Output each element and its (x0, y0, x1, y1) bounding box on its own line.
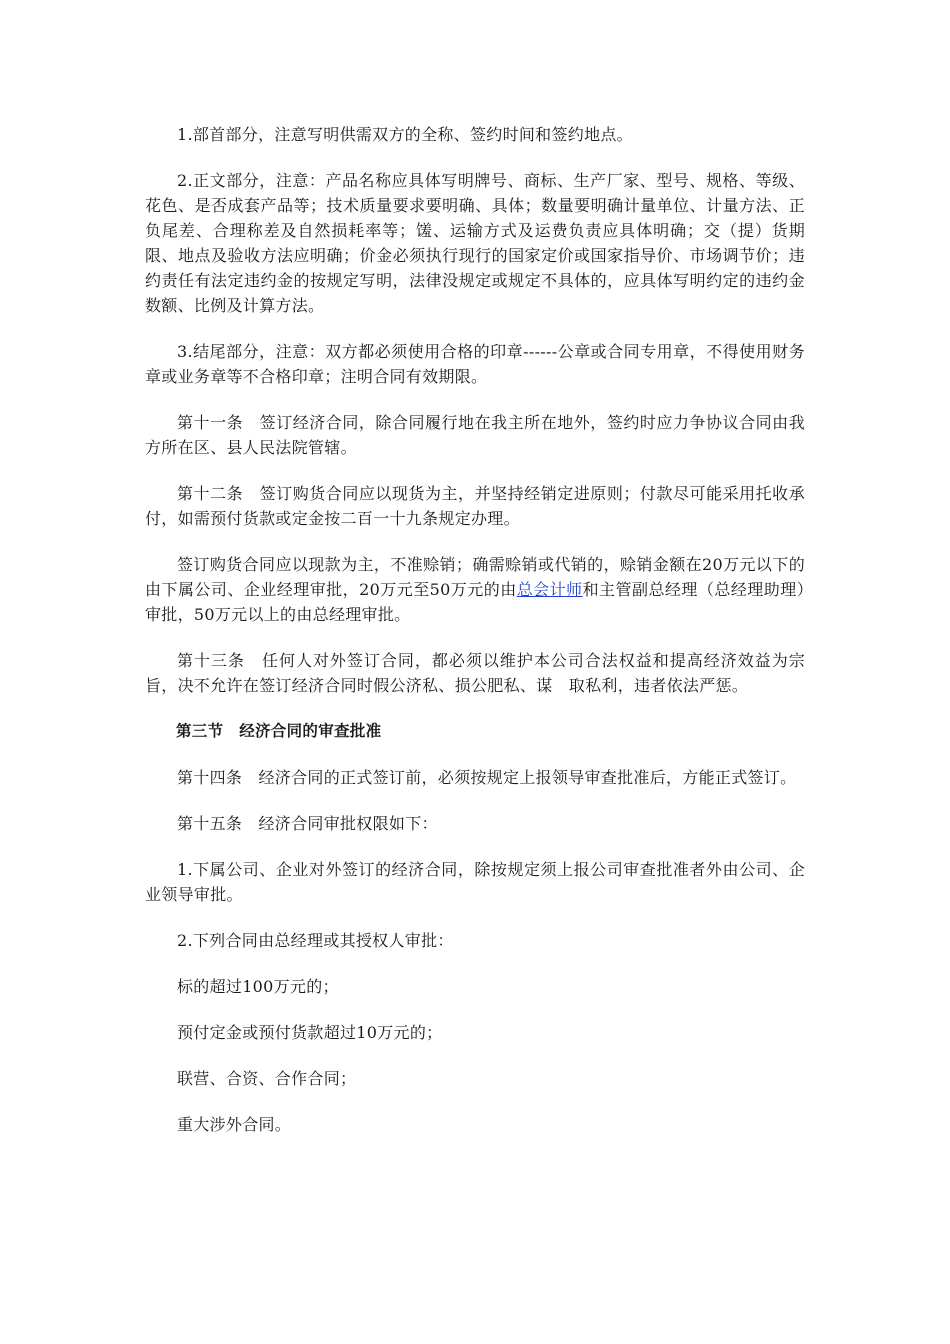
purchase-text-after: 和主管副总经理（总经理助理）审批，50万元以上的由总经理审批。 (145, 580, 806, 624)
paragraph-purchase-contract (145, 552, 805, 627)
purchase-text-before: 签订购货合同应以现款为主，不准赊销；确需赊销或代销的，赊销金额在20万元以下的由下属公司、企业经理审批，20万元至50万元的由 (145, 555, 805, 599)
paragraph-ending-part: 3.结尾部分，注意：双方都必须使用合格的印章------公章或合同专用章，不得使用财务章或业务章等不合格印章；注明合同有效期限。 (145, 342, 805, 386)
article-11: 第十一条 签订经济合同，除合同履行地在我主所在地外，签约时应力争协议合同由我方所在区、县人民法院管辖。 (145, 413, 805, 457)
list-item-over-100: 标的超过100万元的； (177, 977, 339, 996)
approval-item-2: 2.下列合同由总经理或其授权人审批： (177, 931, 454, 950)
article-15: 第十五条 经济合同审批权限如下： (177, 814, 438, 833)
article-13: 第十三条 任何人对外签订合同，都必须以维护本公司合法权益和提高经济效益为宗旨，决不允许在签订经济合同时假公济私、损公肥私、谋 取私利，违者依法严惩。 (145, 651, 805, 695)
document-page (145, 122, 805, 1158)
paragraph-body-part: 2.正文部分，注意：产品名称应具体写明牌号、商标、生产厂家、型号、规格、等级、花色、是否成套产品等；技术质量要求要明确、具体；数量要明确计量单位、计量方法、正负尾差、合理称差及自然损耗率等；馐、运输方式及运费负责应具体明确；交（提）货期限、地点及验收方法应明确；价金必须执行现行的国家定价或国家指导价、市场调节价；违约责任有法定违约金的按规定写明，法律没规定或规定不具体的，应具体写明约定的违约金数额、比例及计算方法。 (145, 171, 805, 315)
approval-item-1: 1.下属公司、企业对外签订的经济合同，除按规定须上报公司审查批准者外由公司、企业领导审批。 (145, 860, 805, 904)
article-12: 第十二条 签订购货合同应以现货为主，并坚持经销定进原则；付款尽可能采用托收承付，如需预付货款或定金按二百一十九条规定办理。 (145, 484, 805, 528)
list-item-foreign: 重大涉外合同。 (177, 1115, 292, 1134)
chief-accountant-link[interactable]: 总会计师 (516, 580, 583, 599)
list-item-prepayment: 预付定金或预付货款超过10万元的； (177, 1023, 443, 1042)
article-14: 第十四条 经济合同的正式签订前，必须按规定上报领导审查批准后，方能正式签订。 (177, 768, 797, 787)
paragraph-header-part: 1.部首部分，注意写明供需双方的全称、签约时间和签约地点。 (177, 125, 633, 144)
section-heading: 第三节 经济合同的审查批准 (176, 722, 382, 740)
list-item-joint-venture: 联营、合资、合作合同； (177, 1069, 357, 1088)
